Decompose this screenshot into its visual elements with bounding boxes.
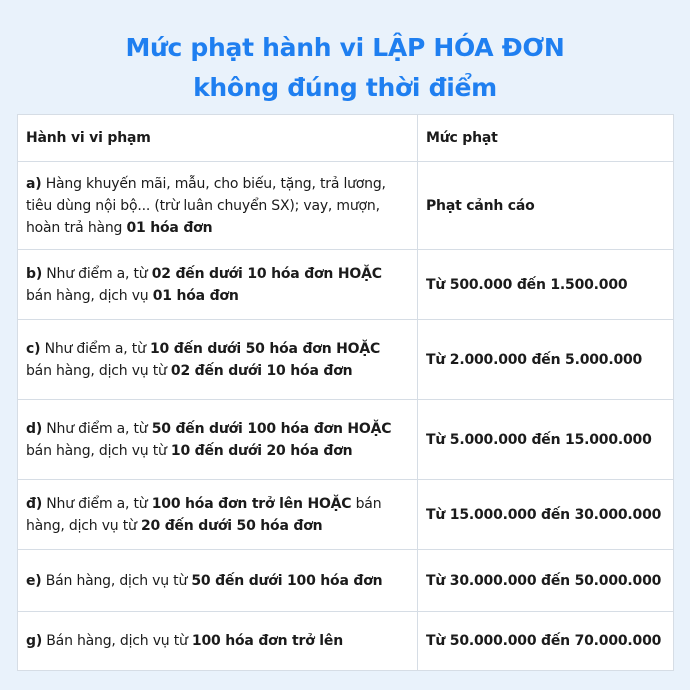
row-label: e) [26,572,42,589]
table-row [18,480,674,550]
violation-text-bold: 02 đến dưới 10 hóa đơn HOẶC [151,265,382,282]
violation-text-bold: 20 đến dưới 50 hóa đơn [140,517,323,534]
violation-text-bold: 100 hóa đơn trở lên HOẶC [151,495,352,512]
table-body [18,162,674,671]
violation-text: Như điểm a, từ [42,265,152,282]
violation-cell [18,400,418,480]
violation-cell [18,162,418,250]
violation-text: Như điểm a, từ [42,495,152,512]
violation-text-bold: 10 đến dưới 50 hóa đơn HOẶC [150,340,381,357]
penalty-cell: Từ 30.000.000 đến 50.000.000 [418,550,674,612]
violation-cell [18,480,418,550]
violation-cell [18,250,418,320]
violation-text-bold: 02 đến dưới 10 hóa đơn [170,362,353,379]
page-title [0,28,690,108]
penalty-cell: Từ 15.000.000 đến 30.000.000 [418,480,674,550]
violation-text: Bán hàng, dịch vụ từ [41,572,192,589]
table-row [18,550,674,612]
row-label: g) [26,633,43,649]
row-label: d) [26,420,43,437]
violation-cell [18,320,418,400]
table-row [18,162,674,250]
row-label: đ) [26,495,43,512]
violation-text: bán hàng, dịch vụ từ [26,362,171,379]
penalty-cell: Từ 50.000.000 đến 70.000.000 [418,612,674,671]
penalty-cell: Phạt cảnh cáo [418,162,674,250]
violation-text-bold: 100 hóa đơn trở lên [191,633,343,649]
violation-text: Như điểm a, từ [42,420,152,437]
penalty-cell: Từ 5.000.000 đến 15.000.000 [418,400,674,480]
violation-text: Bán hàng, dịch vụ từ [42,633,192,649]
violation-text: bán hàng, dịch vụ từ [26,495,382,534]
violation-text: Hàng khuyến mãi, mẫu, cho biếu, tặng, trả lương, tiêu dùng nội bộ... (trừ luân chuyển SX); vay, mượn, hoàn trả hàng [26,175,386,236]
violation-cell [18,612,418,671]
violation-text: bán hàng, dịch vụ [26,287,153,304]
header-violation: Hành vi vi phạm [18,115,418,162]
table-row [18,250,674,320]
violation-text: bán hàng, dịch vụ từ [26,442,171,459]
row-label: c) [26,340,41,357]
violation-text-bold: 50 đến dưới 100 hóa đơn [191,572,383,589]
violation-text-bold: 50 đến dưới 100 hóa đơn HOẶC [151,420,392,437]
penalty-table [17,114,674,671]
violation-text: Như điểm a, từ [40,340,151,357]
title-line-1: Mức phạt hành vi LẬP HÓA ĐƠN [125,33,565,62]
table-row [18,400,674,480]
table-row [18,612,674,671]
penalty-cell: Từ 500.000 đến 1.500.000 [418,250,674,320]
violation-cell [18,550,418,612]
header-penalty: Mức phạt [418,115,674,162]
table-row [18,320,674,400]
violation-text-bold: 01 hóa đơn [126,219,213,236]
violation-text-bold: 10 đến dưới 20 hóa đơn [170,442,353,459]
title-line-2: không đúng thời điểm [193,73,497,102]
violation-text-bold: 01 hóa đơn [152,287,239,304]
table-header-row [18,115,674,162]
row-label: b) [26,265,43,282]
row-label: a) [26,175,42,192]
penalty-cell: Từ 2.000.000 đến 5.000.000 [418,320,674,400]
